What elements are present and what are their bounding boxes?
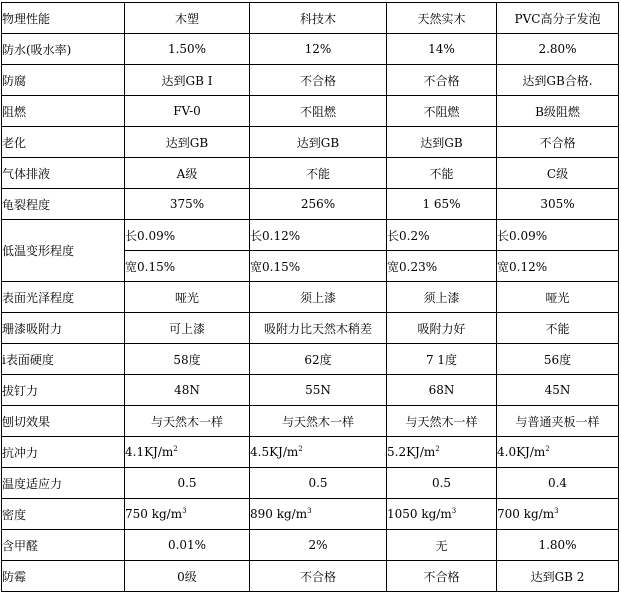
row-value: 不合格	[497, 127, 619, 158]
table-row	[2, 375, 619, 406]
row-value: 48N	[125, 375, 250, 406]
row-value: 达到GB合格.	[497, 65, 619, 96]
row-value: 1 65%	[387, 189, 497, 220]
table-row	[2, 127, 619, 158]
row-value: 62度	[250, 344, 387, 375]
row-value: 68N	[387, 375, 497, 406]
row-value: 1050 $kg/m^3$	[387, 499, 497, 530]
comparison-table	[1, 2, 619, 592]
table-row	[2, 96, 619, 127]
row-value: 与普通夹板一样	[497, 406, 619, 437]
table-row	[2, 530, 619, 561]
row-value: 0.5	[250, 468, 387, 499]
row-value: 可上漆	[125, 313, 250, 344]
table-row	[2, 189, 619, 220]
row-property-label: 防霉	[2, 561, 125, 592]
row-value: 1.50%	[125, 34, 250, 65]
header-wood-plastic: 木塑	[125, 3, 250, 34]
row-value: 1.80%	[497, 530, 619, 561]
row-value: 与天然木一样	[387, 406, 497, 437]
header-row	[2, 3, 619, 34]
row-value: 7 1度	[387, 344, 497, 375]
row-value: 0级	[125, 561, 250, 592]
row-value: 宽0.15%	[125, 251, 250, 282]
row-value: 长0.12%	[250, 220, 387, 251]
row-value: 吸附力比天然木稍差	[250, 313, 387, 344]
row-value: 890 $kg/m^3$	[250, 499, 387, 530]
row-value: 305%	[497, 189, 619, 220]
row-value: $4.1KJ/m^2$	[125, 437, 250, 468]
header-pvc-foam: PVC高分子发泡	[497, 3, 619, 34]
row-value: FV-0	[125, 96, 250, 127]
row-property-label: 密度	[2, 499, 125, 530]
row-value: 750 $kg/m^3$	[125, 499, 250, 530]
table-body	[2, 3, 619, 592]
unit-exponent: 2	[435, 445, 440, 453]
row-property-label: 气体排液	[2, 158, 125, 189]
row-value: 达到GB	[125, 127, 250, 158]
row-value: 0.01%	[125, 530, 250, 561]
row-value: 不合格	[250, 561, 387, 592]
unit-exponent: 3	[182, 507, 187, 515]
row-property-label: 低温变形程度	[2, 220, 125, 282]
unit-exponent: 2	[298, 445, 303, 453]
row-value: 与天然木一样	[250, 406, 387, 437]
row-value: 哑光	[125, 282, 250, 313]
unit-exponent: 3	[307, 507, 312, 515]
table-row	[2, 65, 619, 96]
row-property-label: 防水(吸水率)	[2, 34, 125, 65]
row-value: B级阻燃	[497, 96, 619, 127]
table-row	[2, 468, 619, 499]
row-value: 0.5	[125, 468, 250, 499]
header-tech-wood: 科技木	[250, 3, 387, 34]
row-value: 2.80%	[497, 34, 619, 65]
row-property-label: 老化	[2, 127, 125, 158]
row-property-label: 抗冲力	[2, 437, 125, 468]
table-row	[2, 406, 619, 437]
row-value: 不合格	[387, 561, 497, 592]
row-property-label: 温度适应力	[2, 468, 125, 499]
row-value: 不阻燃	[387, 96, 497, 127]
row-value: 0.4	[497, 468, 619, 499]
row-value: $5.2KJ/m^2$	[387, 437, 497, 468]
row-property-label: 刨切效果	[2, 406, 125, 437]
row-property-label: 防腐	[2, 65, 125, 96]
row-value: 2%	[250, 530, 387, 561]
row-value: 与天然木一样	[125, 406, 250, 437]
row-value: 14%	[387, 34, 497, 65]
row-property-label: 拔钉力	[2, 375, 125, 406]
row-property-label: 含甲醛	[2, 530, 125, 561]
row-property-label: 珊漆吸附力	[2, 313, 125, 344]
table-row	[2, 344, 619, 375]
unit-exponent: 3	[554, 507, 559, 515]
table-row	[2, 561, 619, 592]
row-value: 58度	[125, 344, 250, 375]
table-row	[2, 313, 619, 344]
table-row	[2, 437, 619, 468]
row-value: 不能	[497, 313, 619, 344]
row-value: 无	[387, 530, 497, 561]
table-row	[2, 499, 619, 530]
row-value: $4.5KJ/m^2$	[250, 437, 387, 468]
row-value: 256%	[250, 189, 387, 220]
row-value: 达到GB I	[125, 65, 250, 96]
row-value: C级	[497, 158, 619, 189]
row-property-label: 表面光泽程度	[2, 282, 125, 313]
row-value: 长0.09%	[125, 220, 250, 251]
row-value: 不合格	[250, 65, 387, 96]
row-value: 不合格	[387, 65, 497, 96]
row-property-label: i表面硬度	[2, 344, 125, 375]
row-value: 12%	[250, 34, 387, 65]
unit-exponent: 2	[173, 445, 178, 453]
row-value: 达到GB 2	[497, 561, 619, 592]
row-value: 吸附力好	[387, 313, 497, 344]
row-value: 长0.09%	[497, 220, 619, 251]
row-value: 不阻燃	[250, 96, 387, 127]
row-value: 不能	[250, 158, 387, 189]
row-value: 宽0.15%	[250, 251, 387, 282]
row-value: 56度	[497, 344, 619, 375]
unit-exponent: 2	[545, 445, 550, 453]
unit-exponent: 3	[451, 507, 457, 515]
row-value: 宽0.12%	[497, 251, 619, 282]
table-row	[2, 34, 619, 65]
row-value: A级	[125, 158, 250, 189]
row-value: 达到GB	[250, 127, 387, 158]
row-property-label: 阻燃	[2, 96, 125, 127]
row-value: 不能	[387, 158, 497, 189]
table-row	[2, 158, 619, 189]
row-value: 须上漆	[250, 282, 387, 313]
row-value: 须上漆	[387, 282, 497, 313]
header-natural-wood: 天然实木	[387, 3, 497, 34]
row-value: 45N	[497, 375, 619, 406]
row-value: 长0.2%	[387, 220, 497, 251]
header-property: 物理性能	[2, 3, 125, 34]
row-value: 55N	[250, 375, 387, 406]
row-value: 哑光	[497, 282, 619, 313]
row-value: 宽0.23%	[387, 251, 497, 282]
row-value: 700 $kg/m^3$	[497, 499, 619, 530]
row-property-label: 龟裂程度	[2, 189, 125, 220]
table-row	[2, 282, 619, 313]
row-value: 达到GB	[387, 127, 497, 158]
row-value: 375%	[125, 189, 250, 220]
row-value: 0.5	[387, 468, 497, 499]
table-row	[2, 220, 619, 251]
row-value: $4.0KJ/m^2$	[497, 437, 619, 468]
